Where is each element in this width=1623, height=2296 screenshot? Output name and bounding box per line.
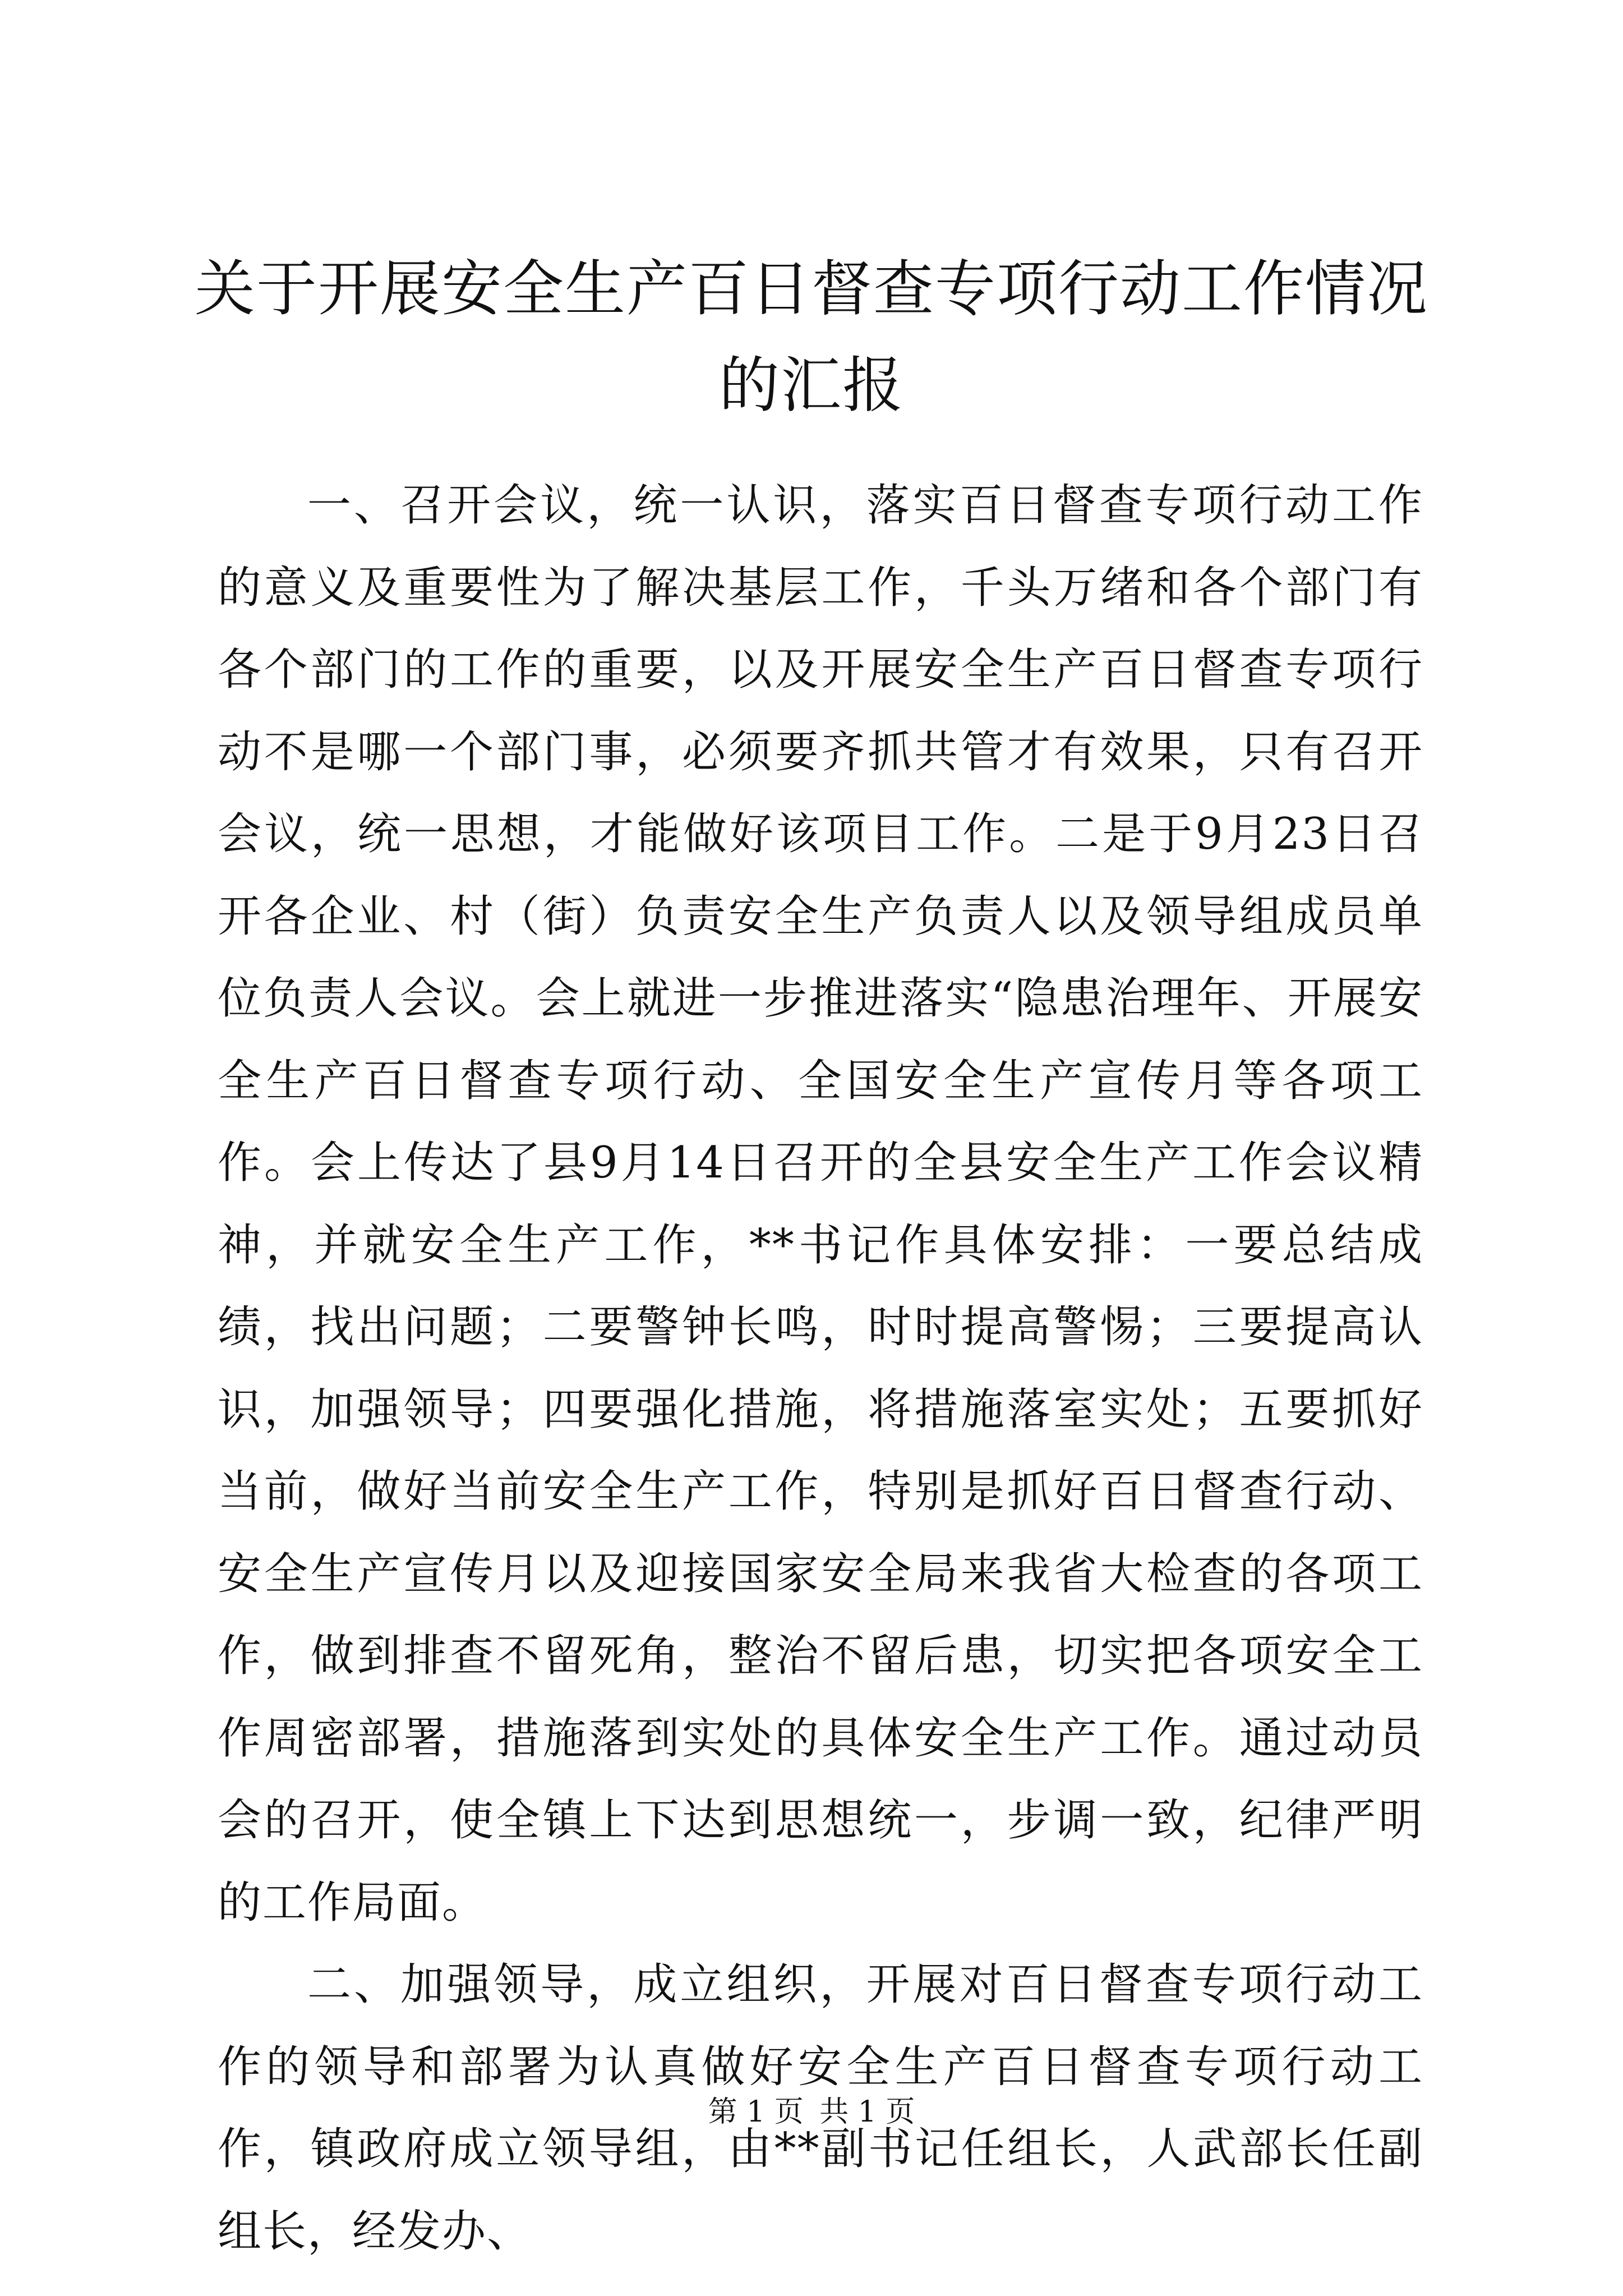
- paragraph-2: 二、加强领导，成立组织，开展对百日督查专项行动工作的领导和部署为认真做好安全生产百日督查专项行动工作，镇政府成立领导组，由**副书记任组长，人武部长任副组长，经发办、: [218, 1959, 1423, 2257]
- page-number: 第 1 页: [708, 2095, 804, 2129]
- page-footer: [0, 2092, 1623, 2132]
- document-title: 关于开展安全生产百日督查专项行动工作情况的汇报: [194, 254, 1428, 421]
- document-body: [218, 464, 1423, 2272]
- page-total: 共 1 页: [819, 2095, 915, 2129]
- paragraph-1: 一、召开会议，统一认识，落实百日督查专项行动工作的意义及重要性为了解决基层工作，千头万绪和各个部门有各个部门的工作的重要，以及开展安全生产百日督查专项行动不是哪一个部门事，必须要齐抓共管才有效果，只有召开会议，统一思想，才能做好该项目工作。二是于9月23日召开各企业、村（街）负责安全生产负责人以及领导组成员单位负责人会议。会上就进一步推进落实“隐患治理年、开展安全生产百日督查专项行动、全国安全生产宣传月等各项工作。会上传达了县9月14日召开的全县安全生产工作会议精神，并就安全生产工作，**书记作具体安排：一要总结成绩，找出问题；二要警钟长鸣，时时提高警惕；三要提高认识，加强领导；四要强化措施，将措施落室实处；五要抓好当前，做好当前安全生产工作，特别是抓好百日督查行动、安全生产宣传月以及迎接国家安全局来我省大检查的各项工作，做到排查不留死角，整治不留后患，切实把各项安全工作周密部署，措施落到实处的具体安全生产工作。通过动员会的召开，使全镇上下达到思想统一，步调一致，纪律严明的工作局面。: [218, 480, 1423, 1928]
